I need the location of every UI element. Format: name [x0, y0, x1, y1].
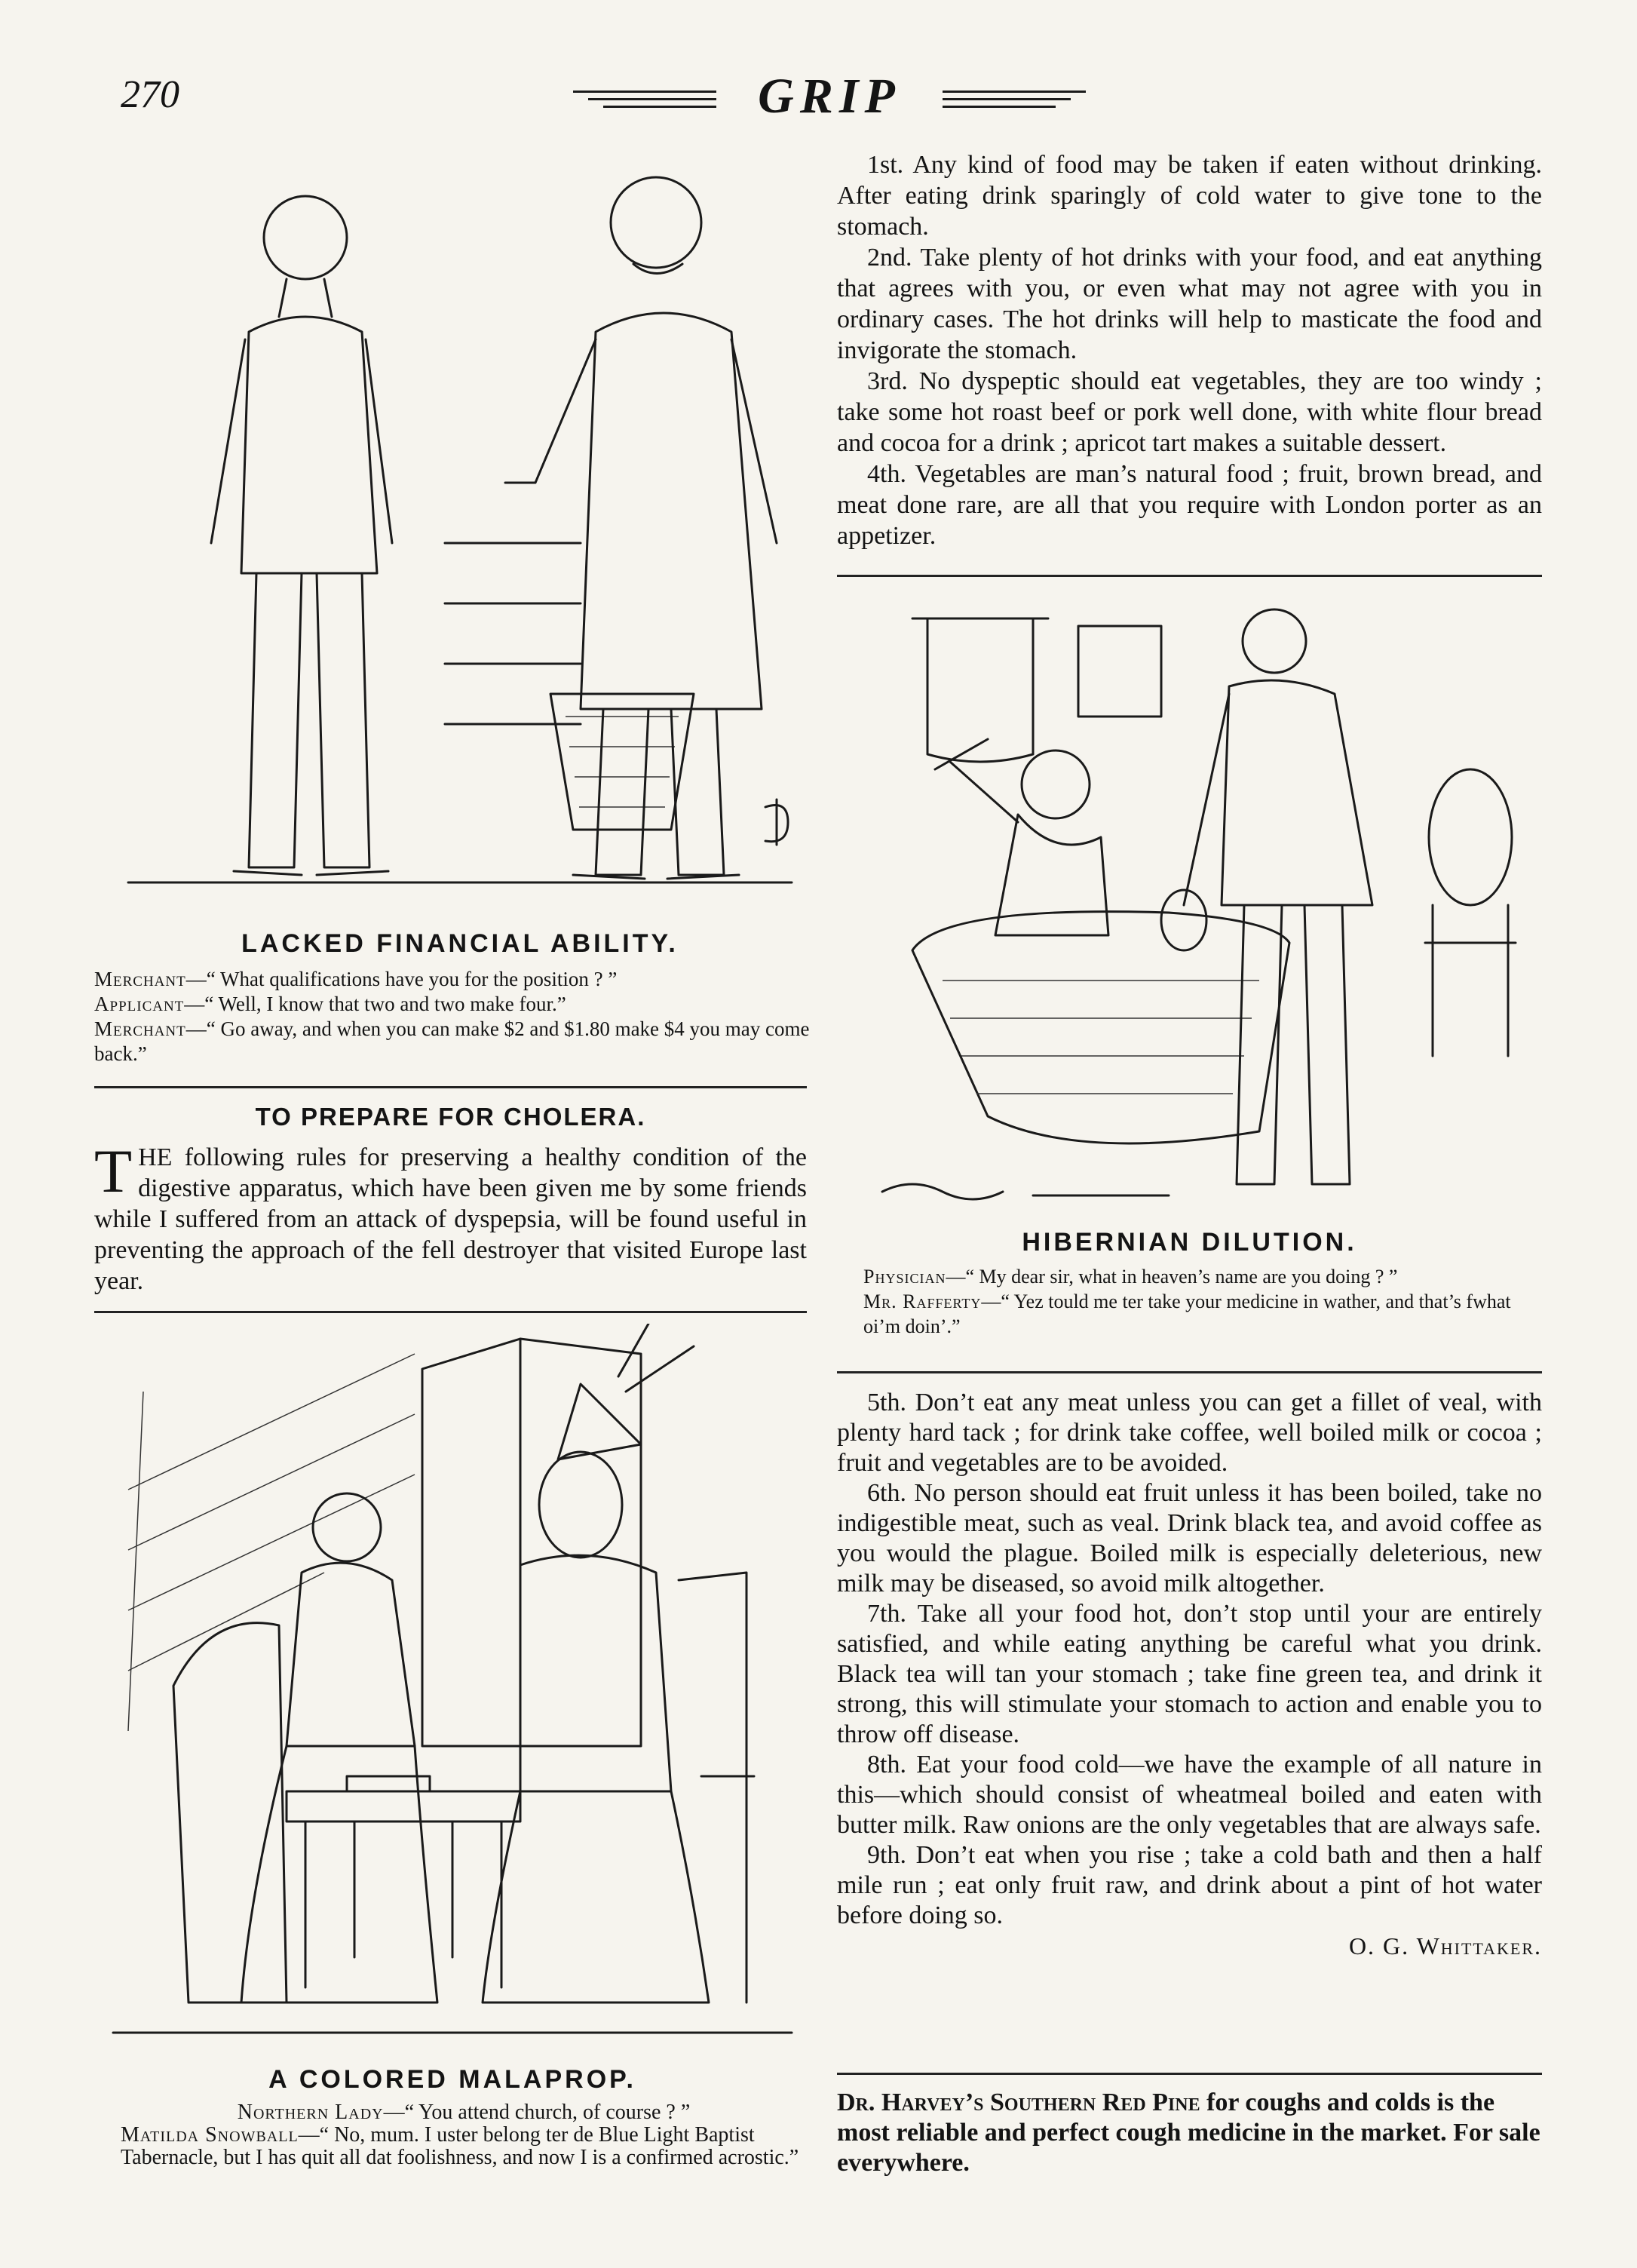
masthead-title: GRIP [758, 69, 901, 124]
divider [94, 1311, 807, 1313]
divider [837, 1371, 1542, 1373]
rules-bottom [837, 1388, 1542, 1961]
divider [94, 1086, 807, 1088]
cholera-heading: TO PREPARE FOR CHOLERA. [255, 1103, 646, 1131]
cartoon1-line-2: Applicant—“ Well, I know that two and two make four.” [94, 993, 566, 1015]
rules-top [837, 149, 1542, 551]
rule-3: 3rd. No dyspeptic should eat vegetables, they are too windy ; take some hot roast beef or pork well done, with white flour bread and cocoa for a drink ; apricot tart makes a suitable dessert. [837, 367, 1542, 457]
cartoon3-line-2: Mr. Rafferty—“ Yez tould me ter take your medicine in wather, and that’s fwhat oi’m doin’.” [863, 1291, 1511, 1337]
cartoon2-dialogue [121, 2101, 807, 2169]
cholera-intro: THE following rules for preserving a healthy condition of the digestive apparatus, which have been given me by some friends while I suffered from an attack of dyspepsia, will be found useful in preventing the approach of the fell destroyer that visited Europe last year. [94, 1137, 807, 1295]
cartoon1-line-1: Merchant—“ What qualifications have you for the position ? ” [94, 968, 618, 990]
cartoon-malaprop-illustration [98, 1324, 807, 2059]
rule-6: 6th. No person should eat fruit unless it has been boiled, take no indigestible meat, such as veal. Drink black tea, and avoid coffee as you would the plague. Boiled milk is especially deleterious, new milk may be diseased, so avoid milk altogether. [837, 1479, 1542, 1597]
rule-9: 9th. Don’t eat when you rise ; take a cold bath and then a half mile run ; eat only fruit raw, and drink about a pint of hot water before doing so. [837, 1841, 1542, 1929]
page-number: 270 [121, 73, 179, 116]
cartoon2-title: A COLORED MALAPROP. [268, 2065, 636, 2094]
cartoon-merchant-applicant-illustration [113, 151, 807, 920]
cartoon1-dialogue [94, 967, 811, 1066]
advert-lead: Dr. Harvey’s Southern Red Pine [837, 2088, 1200, 2116]
dropcap: T [94, 1137, 133, 1205]
cartoon2-line-1: Northern Lady—“ You attend church, of course ? ” [237, 2101, 691, 2124]
rule-7: 7th. Take all your food hot, don’t stop until your are entirely satisfied, and while eating anything be careful what you drink. Black tea will tan your stomach ; take fine green tea, and drink it strong, this will stimulate your stomach to action and enable you to throw off disease. [837, 1600, 1542, 1748]
rule-1: 1st. Any kind of food may be taken if eaten without drinking. After eating drink sparingly of cold water to give tone to the stomach. [837, 151, 1542, 241]
masthead [573, 68, 1086, 128]
cartoon-bath-illustration [852, 588, 1531, 1214]
rule-4: 4th. Vegetables are man’s natural food ; fruit, brown bread, and meat done rare, are all that you require with London porter as an appetizer. [837, 460, 1542, 550]
divider [837, 575, 1542, 577]
advert-text: for coughs and colds is the most reliable and perfect cough medicine in the market. For sale everywhere. [837, 2088, 1540, 2177]
rule-8: 8th. Eat your food cold—we have the example of all nature in this—which should consist of wheatmeal boiled and eaten with butter milk. Raw onions are the only vegetables that are always safe. [837, 1751, 1542, 1839]
cartoon2-line-2: Matilda Snowball—“ No, mum. I uster belong ter de Blue Light Baptist Tabernacle, but I has quit all dat foolishness, and now I is a confirmed acrostic.” [121, 2123, 799, 2169]
cartoon1-title: LACKED FINANCIAL ABILITY. [241, 929, 679, 958]
rule-2: 2nd. Take plenty of hot drinks with your food, and eat anything that agrees with you, or even what may not agree with you in ordinary cases. The hot drinks will help to masticate the food and invigorate the stomach. [837, 244, 1542, 364]
rule-5: 5th. Don’t eat any meat unless you can get a fillet of veal, with plenty hard tack ; for drink take coffee, well boiled milk or cocoa ; fruit and vegetables are to be avoided. [837, 1389, 1542, 1477]
cartoon3-dialogue [863, 1264, 1542, 1339]
author-signature: O. G. Whittaker. [1348, 1932, 1542, 1960]
cartoon1-line-3: Merchant—“ Go away, and when you can make $2 and $1.80 make $4 you may come back.” [94, 1017, 810, 1065]
advertisement [837, 2088, 1542, 2178]
cartoon3-title: HIBERNIAN DILUTION. [1022, 1228, 1357, 1257]
divider [837, 2073, 1542, 2075]
cartoon3-line-1: Physician—“ My dear sir, what in heaven’s name are you doing ? ” [863, 1266, 1398, 1287]
